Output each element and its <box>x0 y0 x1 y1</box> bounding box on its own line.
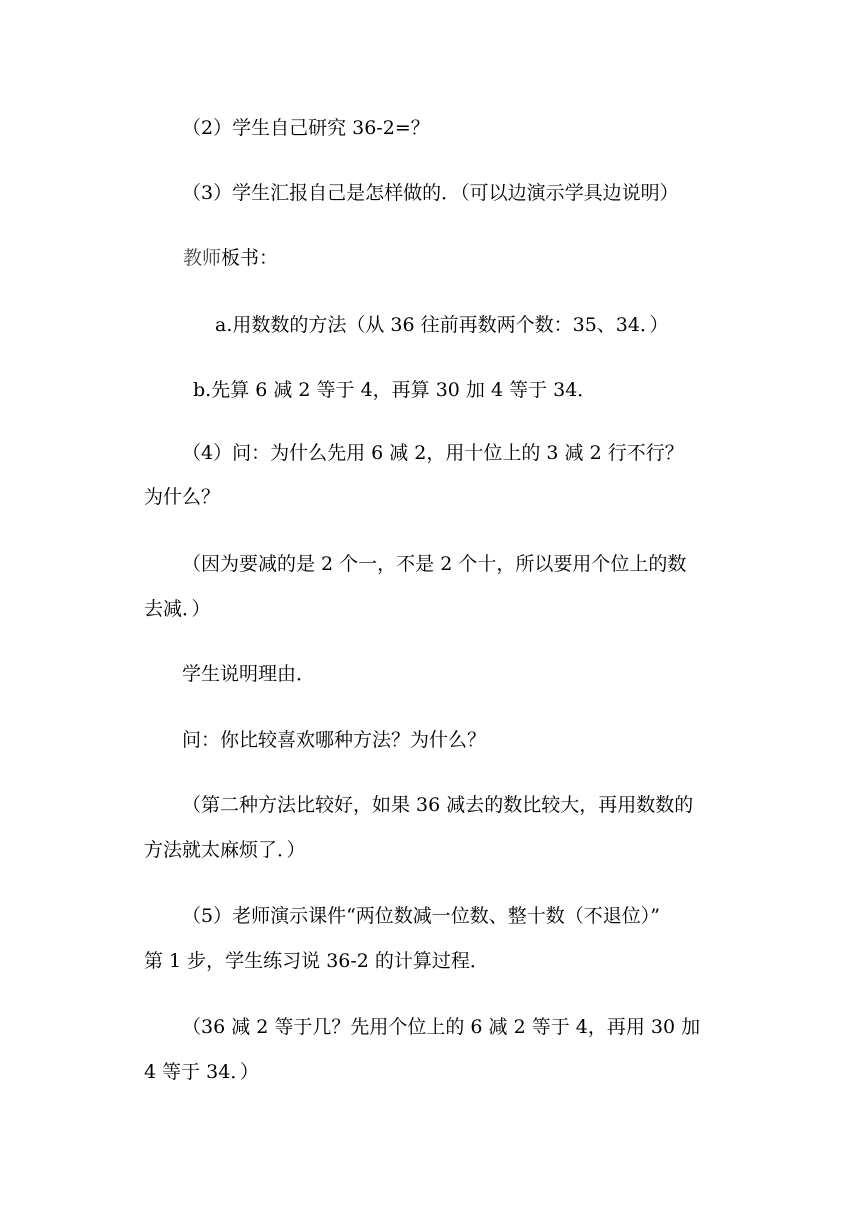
method-a-line: a.用数数的方法（从 36 往前再数两个数：35、34．） <box>215 314 669 336</box>
board-heading <box>183 246 278 270</box>
method-b-line: b.先算 6 减 2 等于 4，再算 30 加 4 等于 34． <box>193 379 597 401</box>
board-label: 板书： <box>221 247 279 269</box>
calc-line-cont: 4 等于 34．） <box>144 1061 259 1083</box>
step-4-line-cont: 为什么？ <box>144 486 221 508</box>
step-5-line: （5）老师演示课件“两位数减一位数、整十数（不退位）” <box>182 905 661 927</box>
step-3-line: （3）学生汇报自己是怎样做的．（可以边演示学具边说明） <box>182 182 679 204</box>
step-2-line: （2）学生自己研究 36-2=？ <box>182 117 430 139</box>
teacher-label: 教师 <box>183 247 222 269</box>
student-explain-line: 学生说明理由． <box>182 663 316 685</box>
calc-line: （36 减 2 等于几？先用个位上的 6 减 2 等于 4，再用 30 加 <box>182 1016 701 1038</box>
reason-line: （因为要减的是 2 个一，不是 2 个十，所以要用个位上的数 <box>182 553 687 575</box>
question-line: 问：你比较喜欢哪种方法？为什么？ <box>182 729 487 751</box>
reason-line-cont: 去减．） <box>144 598 211 620</box>
answer-line: （第二种方法比较好，如果 36 减去的数比较大，再用数数的 <box>182 794 694 816</box>
answer-line-cont: 方法就太麻烦了．） <box>144 839 306 861</box>
step-5-line-cont: 第 1 步，学生练习说 36-2 的计算过程． <box>144 950 489 972</box>
step-4-line: （4）问：为什么先用 6 减 2，用十位上的 3 减 2 行不行？ <box>182 442 684 464</box>
